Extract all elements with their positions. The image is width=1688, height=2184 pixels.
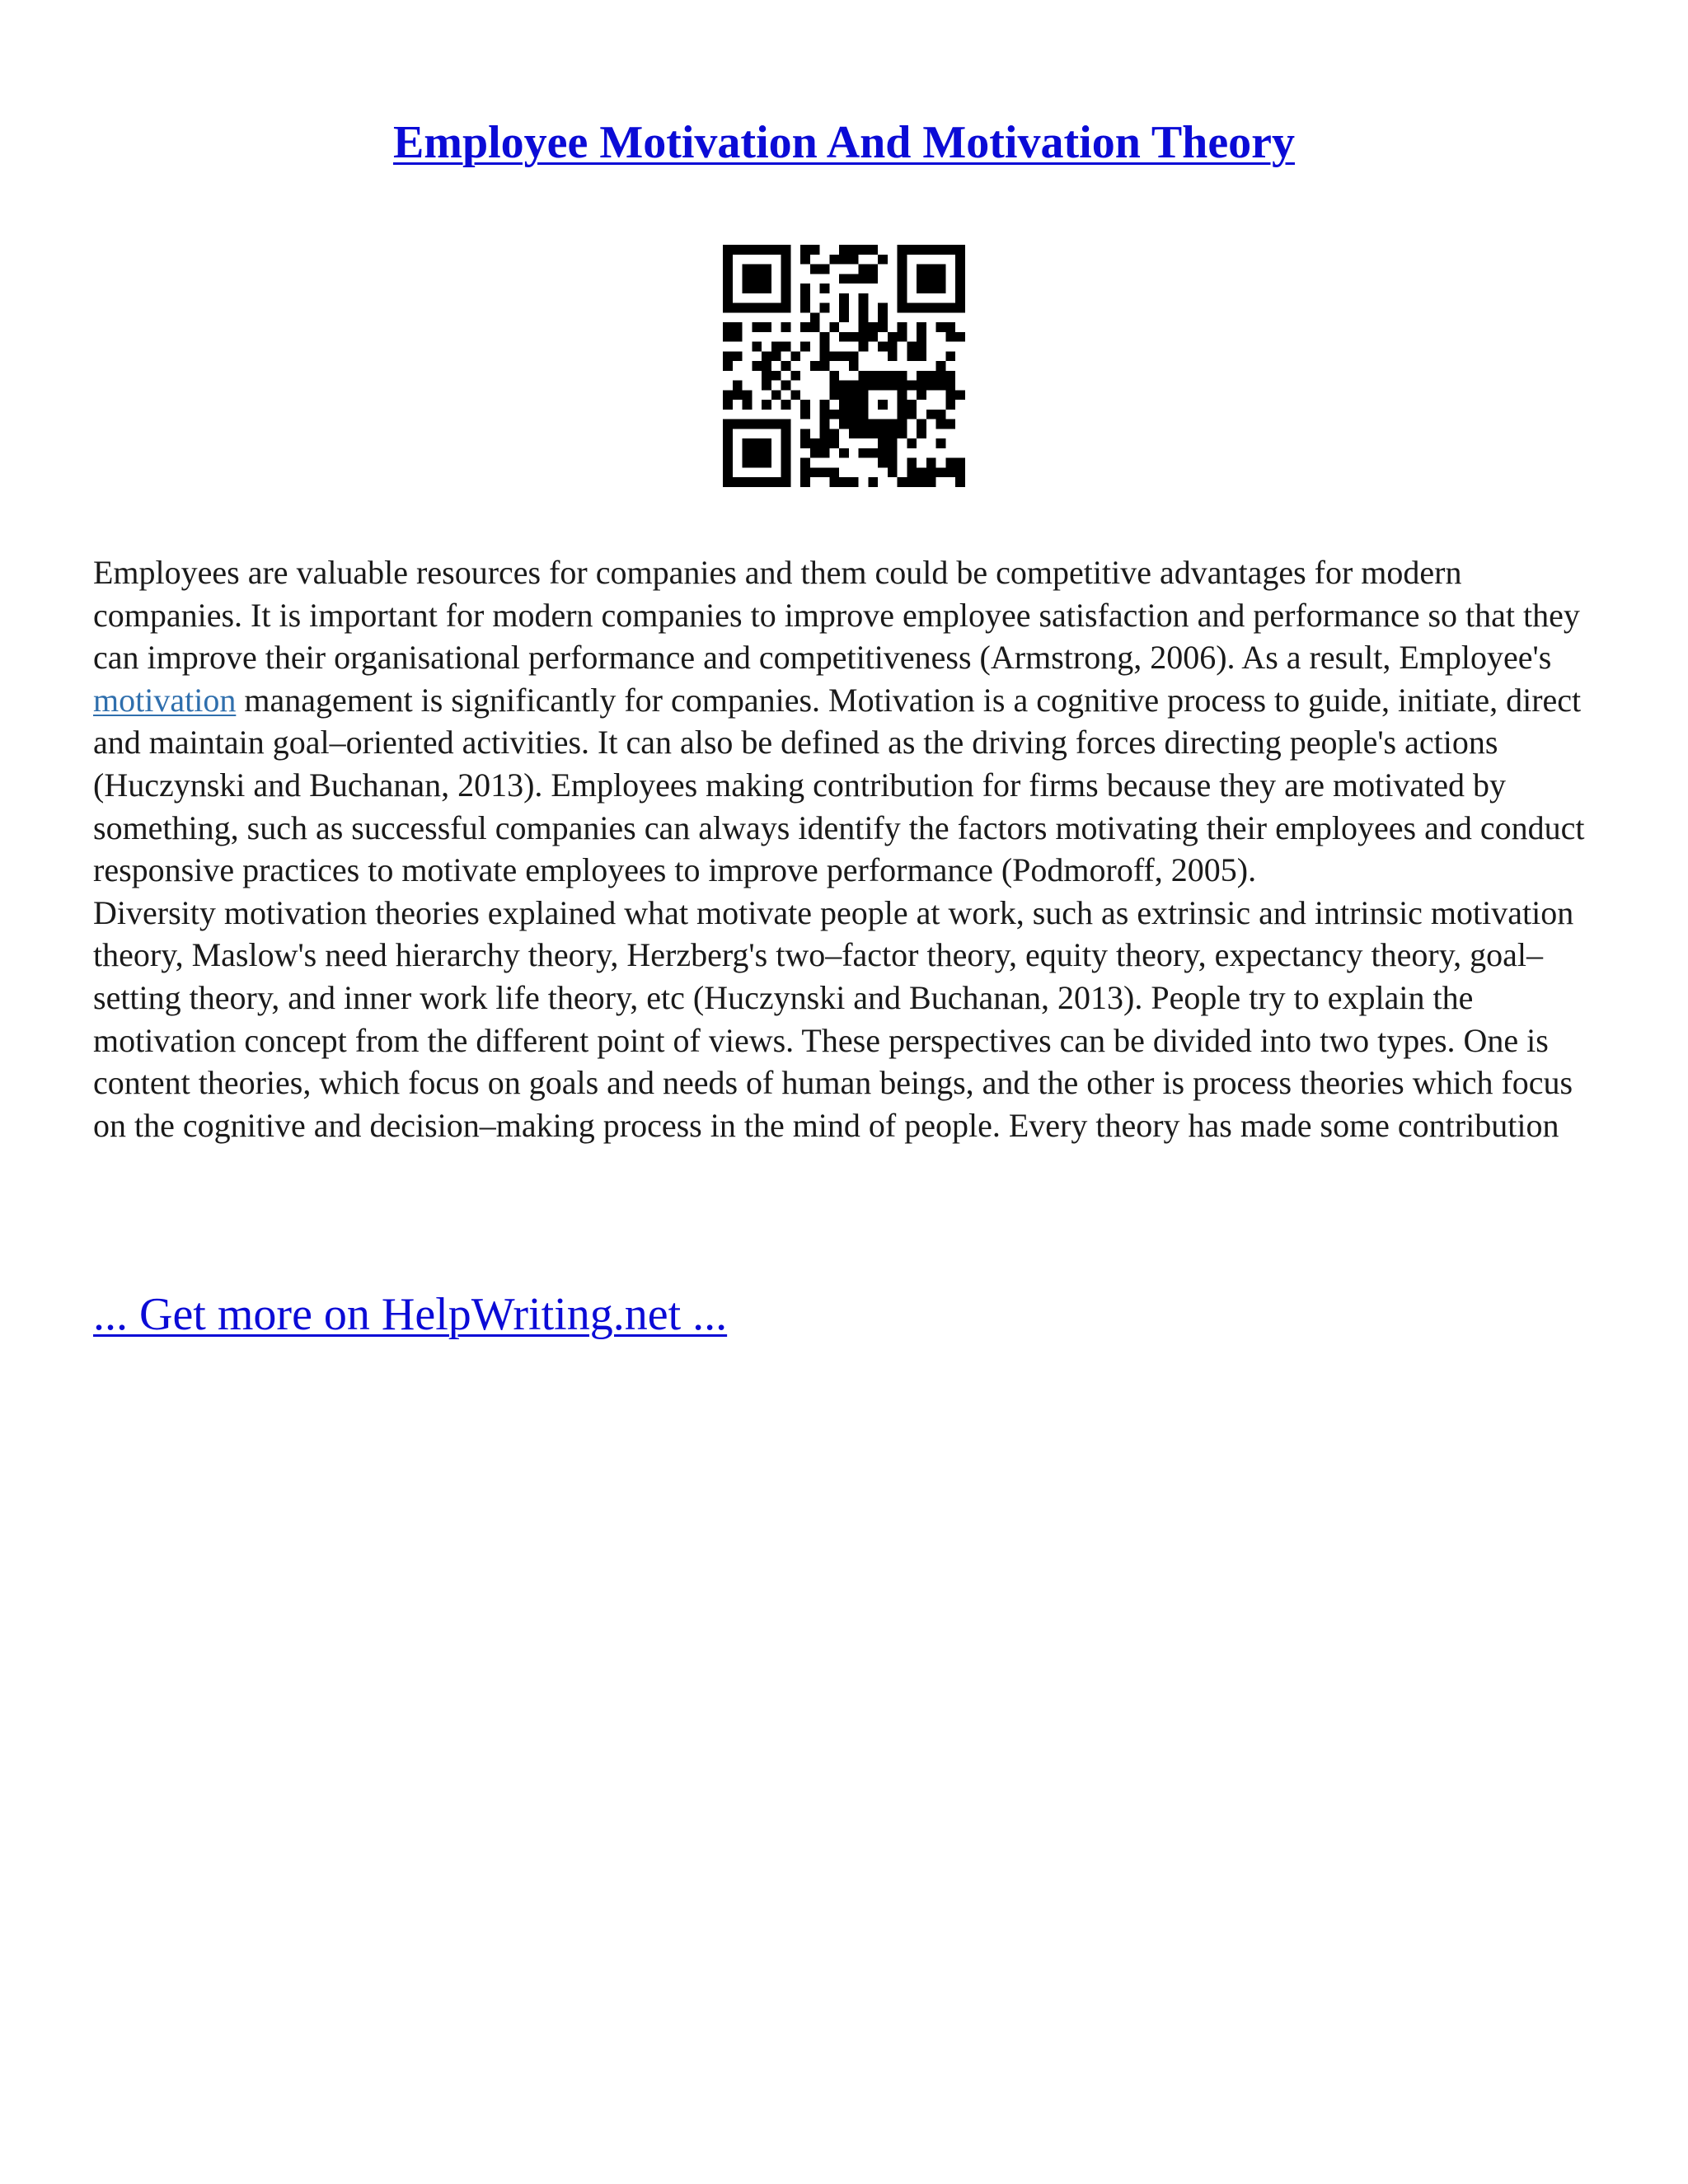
title-link[interactable]: Employee Motivation And Motivation Theory: [392, 117, 1296, 168]
get-more-line: [93, 1286, 727, 1343]
paragraph-theories: Diversity motivation theories explained what motivate people at work, such as extrinsic and intrinsic motivation theory, Maslow's need hierarchy theory, Herzberg's two–factor theory, equity theory, expectancy theory, goal–setting theory, and inner work life theory, etc (Huczynski and Buchanan, 2013). People try to explain the motivation concept from the different point of views. These perspectives can be divided into two types. One is content theories, which focus on goals and needs of human beings, and the other is process theories which focus on the cognitive and decision–making process in the mind of people. Every theory has made some contribution: [93, 893, 1574, 1144]
paragraph-intro: [93, 551, 1601, 892]
paragraph-intro-start: Employees are valuable resources for companies and them could be competitive advantages for modern companies. It is important for modern companies to improve employee satisfaction and performance so that they can improve their organisational performance and competitiveness (Armstrong, 2006). As a result, Employee's: [93, 554, 1580, 677]
page-title: [0, 114, 1688, 171]
get-more-link[interactable]: ... Get more on HelpWriting.net ...: [93, 1289, 728, 1340]
motivation-link[interactable]: motivation: [93, 681, 237, 719]
qr-code-icon: [723, 245, 965, 487]
article-body: [93, 551, 1601, 1146]
paragraph-intro-end: management is significantly for companies. Motivation is a cognitive process to guide, initiate, direct and maintain goal–oriented activities. It can also be defined as the driving forces directing people's actions (Huczynski and Buchanan, 2013). Employees making contribution for firms because they are motivated by something, such as successful companies can always identify the factors motivating their employees and conduct responsive practices to motivate employees to improve performance (Podmoroff, 2005).: [93, 681, 1585, 889]
